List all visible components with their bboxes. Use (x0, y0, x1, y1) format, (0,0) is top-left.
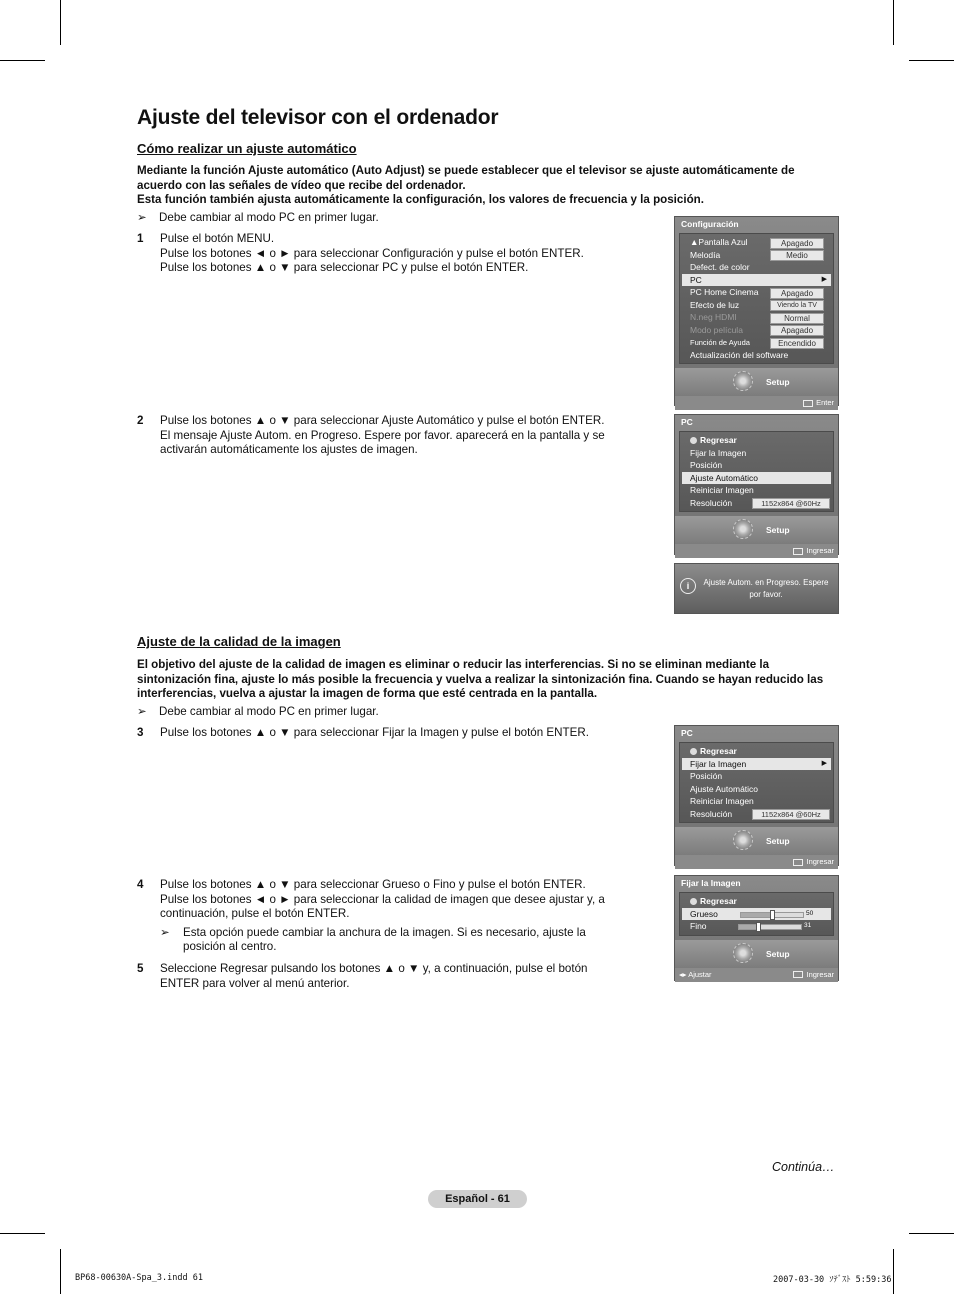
osd-row: N.neg HDMI Normal (680, 311, 833, 324)
osd-footer (675, 968, 838, 982)
fine-value: 31 (804, 922, 812, 929)
continued-label: Continúa… (772, 1160, 835, 1174)
osd-row[interactable]: Ajuste Automático (690, 783, 759, 794)
osd-setup-bar (675, 516, 838, 544)
coarse-value: 50 (806, 909, 814, 917)
footer-adjust: Ajustar (688, 969, 712, 979)
progress-message-box (674, 563, 839, 614)
setup-label: Setup (766, 525, 790, 535)
osd-row[interactable]: Posición (690, 771, 723, 781)
osd-value: Apagado (770, 288, 824, 299)
osd-row[interactable]: Resolución 1152x864 @60Hz (680, 808, 833, 821)
osd-pc (674, 414, 839, 555)
osd-configuracion (674, 216, 839, 406)
osd-menu (679, 742, 834, 823)
footer-enter: Ingresar (806, 546, 834, 555)
note-text: Debe cambiar al modo PC en primer lugar. (159, 211, 379, 224)
step-number: 4 (137, 878, 144, 891)
osd-setup-bar (675, 368, 838, 396)
osd-title: Fijar la Imagen (681, 878, 741, 888)
osd-row[interactable]: Función de Ayuda Encendido (680, 336, 833, 349)
footer-enter: Ingresar (806, 969, 834, 979)
step-text: Pulse los botones ▲ o ▼ para seleccionar Fijar la Imagen y pulse el botón ENTER. (160, 726, 589, 739)
print-date-info: 2007-03-30 ｿﾃﾞｽﾄ 5:59:36 (773, 1275, 892, 1285)
osd-footer (675, 544, 838, 558)
resolution-value: 1152x864 @60Hz (752, 809, 830, 820)
crop-mark (893, 1249, 894, 1294)
arrow-icon: ➢ (160, 925, 170, 939)
progress-message: Ajuste Autom. en Progreso. Espere por favor. (703, 578, 829, 599)
gear-icon (733, 371, 753, 391)
step-number: 5 (137, 962, 144, 975)
osd-row[interactable]: PC Home Cinema Apagado (680, 286, 833, 299)
slider-knob[interactable] (770, 910, 775, 920)
osd-row[interactable]: Reiniciar Imagen (690, 485, 754, 495)
osd-value: Apagado (770, 325, 824, 336)
osd-value: Viendo la TV (770, 300, 824, 311)
osd-footer (675, 855, 838, 869)
step-text: Pulse los botones ▲ o ▼ para seleccionar Grueso o Fino y pulse el botón ENTER. (160, 878, 586, 891)
step-text: El mensaje Ajuste Autom. en Progreso. Espere por favor. aparecerá en la pantalla y se activarán automáticamente los ajustes de imagen. (160, 428, 605, 457)
crop-mark (893, 0, 894, 45)
return-icon (690, 898, 697, 905)
setup-label: Setup (766, 836, 790, 846)
setup-label: Setup (766, 377, 790, 387)
osd-row[interactable]: Defect. de color (690, 262, 750, 272)
step-text: Pulse los botones ◄ o ► para seleccionar Configuración y pulse el botón ENTER. (160, 246, 584, 260)
arrow-right-icon: ▶ (821, 759, 827, 767)
note-text: Esta opción puede cambiar la anchura de la imagen. Si es necesario, ajuste la posición al centro. (183, 925, 586, 954)
osd-pc-fijar (674, 725, 839, 866)
left-right-arrows-icon: ◂▸ (679, 969, 689, 979)
osd-row-selected[interactable]: Ajuste Automático (682, 472, 831, 485)
osd-row[interactable]: Fijar la Imagen (690, 447, 747, 458)
crop-mark (60, 0, 61, 45)
intro-text: Mediante la función Ajuste automático (Auto Adjust) se puede establecer que el televisor se ajuste automáticamente de acuerdo con las señales de vídeo que recibe del ordenador. (137, 164, 795, 192)
crop-mark (909, 1233, 954, 1234)
gear-icon (733, 830, 753, 850)
osd-setup-bar (675, 940, 838, 968)
osd-value: Medio (770, 250, 824, 261)
osd-value: Apagado (770, 238, 824, 249)
note-text: Debe cambiar al modo PC en primer lugar. (159, 705, 379, 718)
note (137, 211, 379, 226)
return-icon (690, 437, 697, 444)
enter-key-icon (793, 548, 803, 555)
osd-row-selected[interactable]: PC ▶ (682, 274, 831, 287)
osd-value: Encendido (770, 338, 824, 349)
arrow-icon: ➢ (137, 211, 147, 224)
step-5 (137, 962, 627, 991)
osd-row-back[interactable]: Regresar (680, 434, 833, 447)
intro-text-2: Esta función también ajusta automáticamente la configuración, los valores de frecuencia y la posición. (137, 193, 704, 207)
crop-mark (0, 1233, 45, 1234)
arrow-icon: ➢ (137, 705, 147, 718)
step-number: 1 (137, 232, 144, 245)
arrow-right-icon: ▶ (821, 275, 827, 283)
crop-mark (909, 60, 954, 61)
osd-title: PC (681, 417, 693, 427)
page-number-badge: Español - 61 (428, 1190, 527, 1208)
osd-menu (679, 892, 834, 936)
osd-title: PC (681, 728, 693, 738)
osd-row-back[interactable]: Regresar (680, 745, 833, 758)
step-text: Pulse los botones ◄ o ► para seleccionar la calidad de imagen que desee ajustar y, a continuación, pulse el botón ENTER. (160, 892, 605, 921)
crop-mark (0, 60, 45, 61)
osd-menu (679, 431, 834, 512)
osd-row[interactable]: Actualización del software (690, 349, 789, 360)
resolution-value: 1152x864 @60Hz (752, 498, 830, 509)
coarse-slider[interactable] (740, 912, 804, 918)
step-text: Pulse los botones ▲ o ▼ para seleccionar Ajuste Automático y pulse el botón ENTER. (160, 414, 605, 427)
step-2 (137, 414, 627, 458)
osd-row-selected[interactable]: Fijar la Imagen ▶ (682, 758, 831, 771)
intro-paragraph (137, 164, 837, 208)
osd-fijar-imagen (674, 875, 839, 981)
step-3 (137, 726, 627, 741)
print-file-info: BP68-00630A-Spa_3.indd 61 (75, 1273, 203, 1283)
return-icon (690, 748, 697, 755)
step-number: 2 (137, 414, 144, 427)
osd-row[interactable]: ▲Pantalla Azul Apagado (680, 236, 833, 249)
slider-knob[interactable] (756, 922, 761, 932)
osd-row[interactable]: Reiniciar Imagen (690, 796, 754, 806)
gear-icon (733, 943, 753, 963)
osd-row-coarse[interactable]: Grueso 50 (682, 908, 831, 921)
step-text: Pulse los botones ▲ o ▼ para seleccionar PC y pulse el botón ENTER. (160, 261, 529, 275)
gear-icon (733, 519, 753, 539)
enter-key-icon (793, 971, 803, 978)
osd-setup-bar (675, 827, 838, 855)
step-number: 3 (137, 726, 144, 739)
setup-label: Setup (766, 948, 790, 959)
step-4 (137, 878, 617, 955)
note (137, 705, 379, 720)
fine-slider[interactable] (738, 924, 802, 930)
step-1 (137, 232, 627, 276)
quality-intro-paragraph: El objetivo del ajuste de la calidad de imagen es eliminar o reducir las interferencias. Si no se eliminan mediante la sintonización fina, ajuste lo más posible la frecuencia y vuelva a realizar la sintonización fina. Cuando se hayan reducido las interferencias, vuelva a ajustar la imagen de forma que esté centrada en la pantalla. (137, 658, 824, 701)
info-icon: i (680, 578, 696, 594)
osd-row-back[interactable]: Regresar (680, 895, 833, 908)
osd-row[interactable]: Resolución 1152x864 @60Hz (680, 497, 833, 510)
osd-row[interactable]: Efecto de luz Viendo la TV (680, 299, 833, 312)
osd-row[interactable]: Melodía Medio (680, 249, 833, 262)
osd-row[interactable]: Posición (690, 460, 723, 470)
crop-mark (60, 1249, 61, 1294)
osd-value: Normal (770, 313, 824, 324)
step-text: Pulse el botón MENU. (160, 232, 275, 245)
osd-row-fine[interactable]: Fino 31 (690, 921, 812, 931)
osd-title: Configuración (681, 219, 739, 229)
sub-note (160, 926, 617, 955)
step-text: Seleccione Regresar pulsando los botones ▲ o ▼ y, a continuación, pulse el botón ENTER para volver al menú anterior. (160, 962, 588, 990)
osd-row: Modo película Apagado (680, 324, 833, 337)
osd-footer (675, 396, 838, 410)
footer-enter: Enter (816, 398, 834, 407)
section-heading-auto-adjust: Cómo realizar un ajuste automático (137, 141, 357, 156)
enter-key-icon (793, 859, 803, 866)
enter-key-icon (803, 400, 813, 407)
section-heading-picture-quality: Ajuste de la calidad de la imagen (137, 634, 341, 649)
osd-menu (679, 233, 834, 364)
footer-enter: Ingresar (806, 857, 834, 866)
page-title: Ajuste del televisor con el ordenador (137, 106, 499, 129)
